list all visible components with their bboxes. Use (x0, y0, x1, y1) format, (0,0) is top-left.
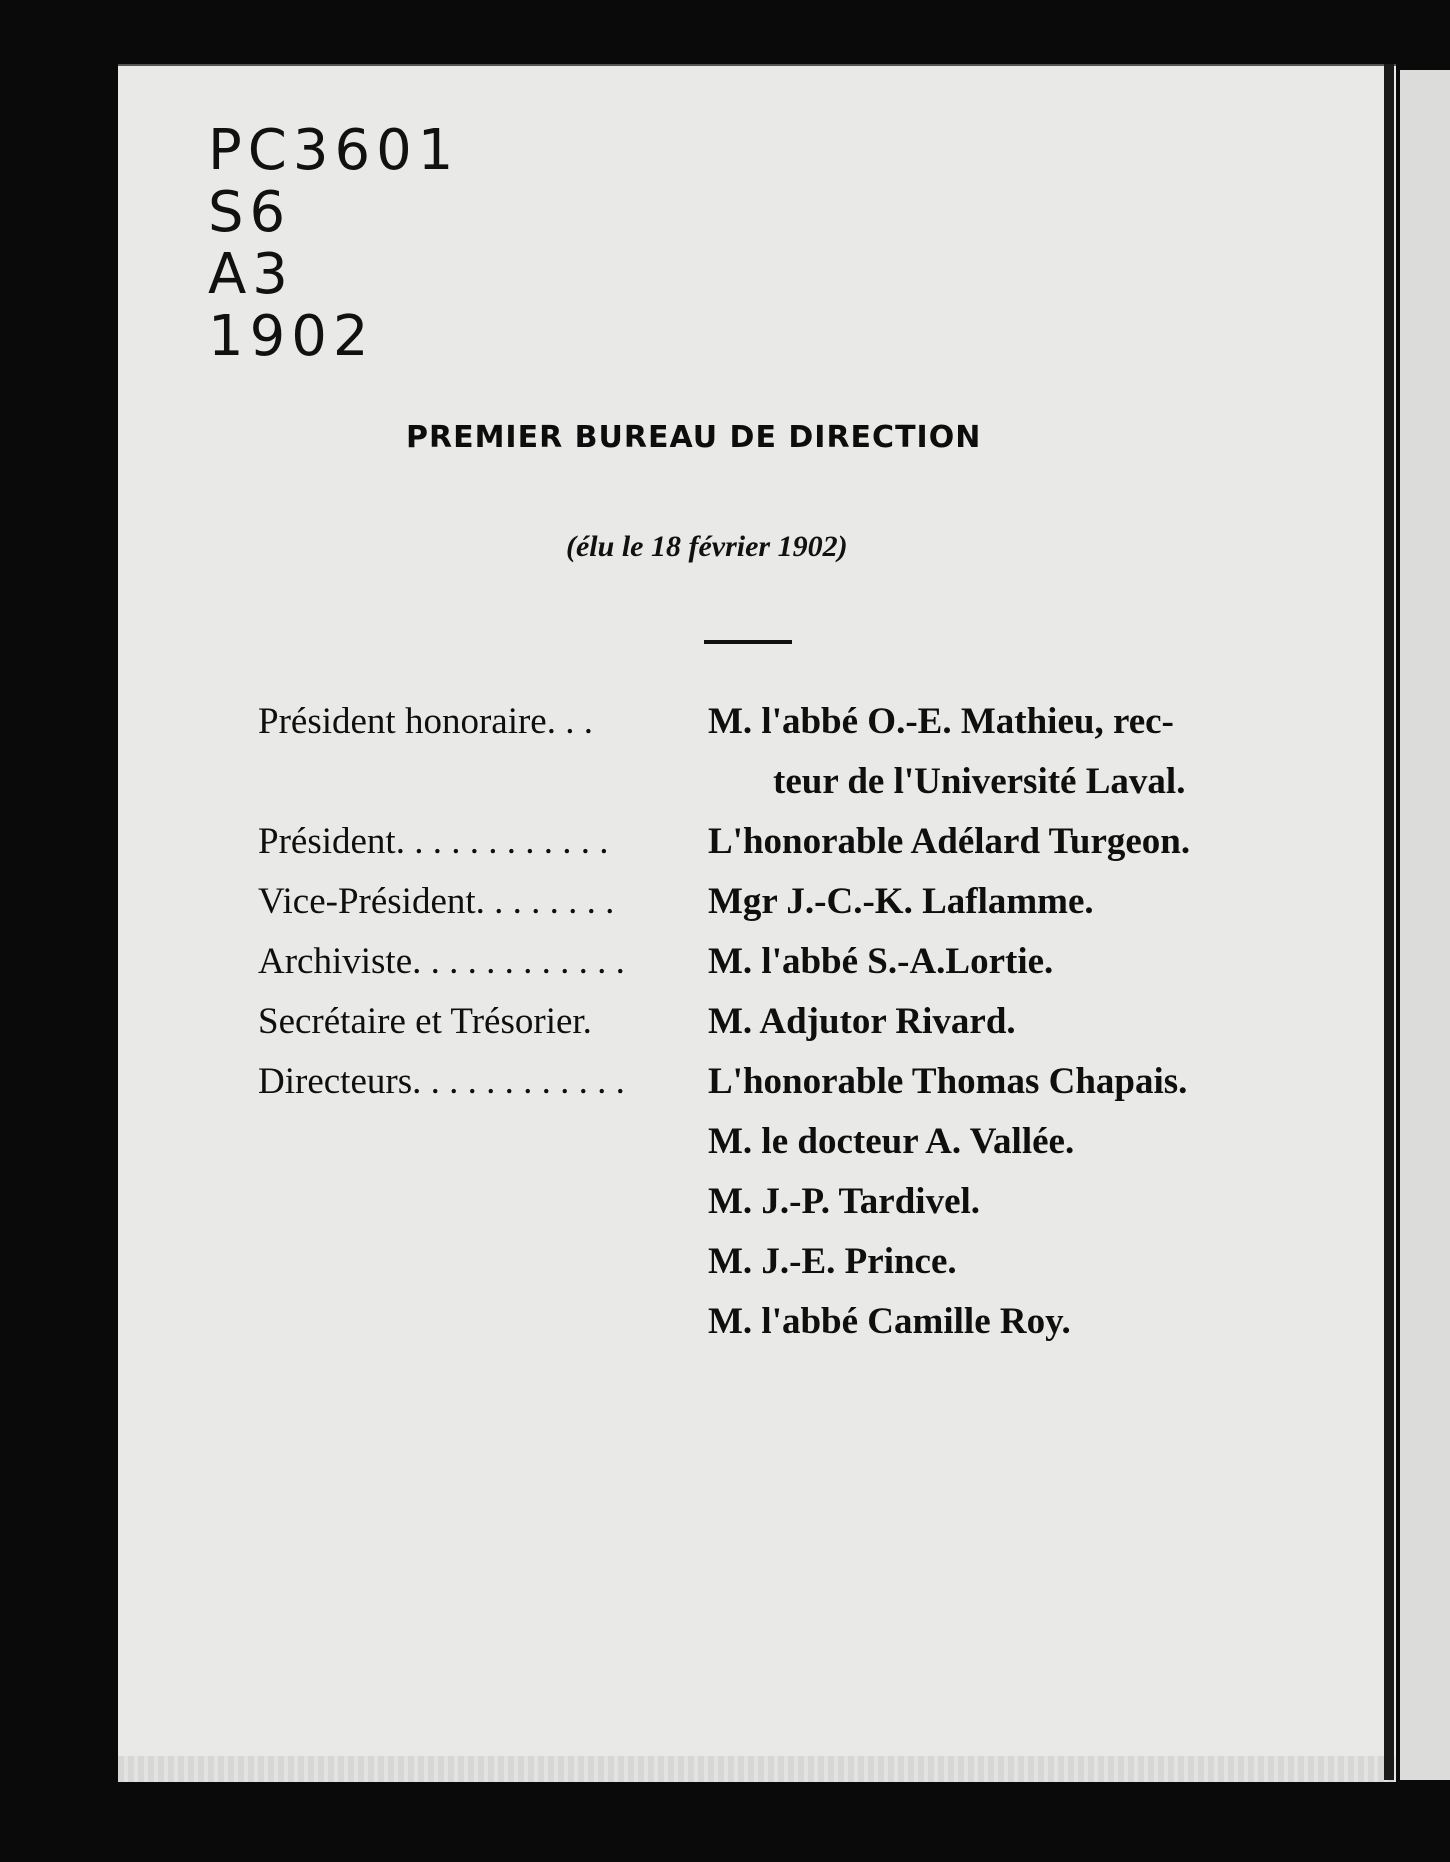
member-name: Mgr J.-C.-K. Laflamme. (708, 881, 1094, 922)
call-number-line: PC3601 (208, 118, 460, 183)
divider-rule (704, 640, 792, 644)
adjacent-page-edge (1400, 70, 1450, 1780)
election-date: (élu le 18 février 1902) (566, 530, 848, 563)
role-label: Secrétaire et Trésorier. (258, 1001, 592, 1042)
list-item (258, 1180, 1258, 1240)
list-item (258, 700, 1258, 760)
member-name: M. l'abbé S.-A.Lortie. (708, 941, 1054, 982)
role-label: Archiviste. . . . . . . . . . . . (258, 941, 625, 982)
list-item (258, 820, 1258, 880)
list-item (258, 880, 1258, 940)
member-name: teur de l'Université Laval. (773, 761, 1186, 802)
member-name: M. J.-E. Prince. (708, 1241, 957, 1282)
list-item (258, 760, 1258, 820)
role-label: Directeurs. . . . . . . . . . . . (258, 1061, 625, 1102)
list-item (258, 1000, 1258, 1060)
call-number-line: S6 (208, 180, 292, 245)
role-label: Vice-Président. . . . . . . . (258, 881, 615, 922)
member-name: M. le docteur A. Vallée. (708, 1121, 1075, 1162)
handwritten-call-number (208, 120, 459, 368)
page-gutter (1384, 64, 1394, 1780)
member-name: M. J.-P. Tardivel. (708, 1181, 981, 1222)
member-name: L'honorable Adélard Turgeon. (708, 821, 1191, 862)
list-item (258, 1300, 1258, 1360)
page-title: PREMIER BUREAU DE DIRECTION (406, 420, 982, 455)
member-name: M. Adjutor Rivard. (708, 1001, 1016, 1042)
call-number-line: A3 (208, 242, 294, 307)
member-name: L'honorable Thomas Chapais. (708, 1061, 1188, 1102)
member-name: M. l'abbé Camille Roy. (708, 1301, 1071, 1342)
list-item (258, 1240, 1258, 1300)
list-item (258, 940, 1258, 1000)
member-name: M. l'abbé O.-E. Mathieu, rec- (708, 701, 1174, 742)
call-number-line: 1902 (208, 304, 375, 369)
role-label: Président. . . . . . . . . . . . (258, 821, 609, 862)
list-item (258, 1120, 1258, 1180)
board-members-list (258, 700, 1258, 1360)
role-label: Président honoraire. . . (258, 701, 593, 742)
list-item (258, 1060, 1258, 1120)
